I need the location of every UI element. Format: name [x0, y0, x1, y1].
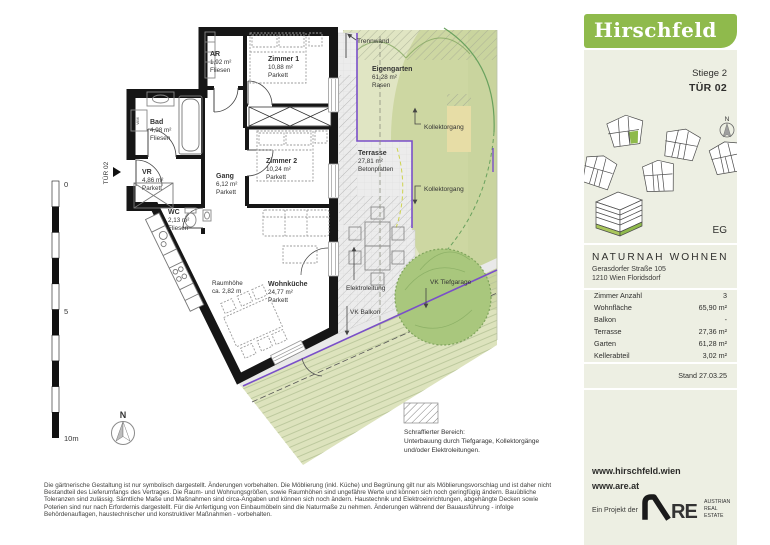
project-name: NATURNAH WOHNEN [592, 252, 729, 263]
room-terrasse-area: 27,81 m² [358, 158, 383, 165]
room-eigengarten-name: Eigengarten [372, 66, 413, 73]
site-plan-icon [584, 105, 737, 237]
room-terrasse-floor: Betonplatten [358, 166, 394, 173]
stand-panel [584, 364, 737, 388]
facts-table [584, 290, 737, 362]
legal-disclaimer: Die gärtnerische Gestaltung ist nur symbolisch dargestellt. Änderungen vorbehalten. Die Möblierung (inkl. Küche) und Begrünung gilt nur als Möblierungsvorschlag und ist daher nicht Bestandteil des Lieferumfangs des Vertrages. Die Raum- und Wohnungsgrößen, sowie Raumhöhen sind ungefähre Werte und können sich noch geringfügig ändern. Bauübliche Toleranzen sind zulässig. Sämtliche Maße und Maßnahmen sind circa-Angaben und können sich noch ändern. Haustechnik und Elektroeinrichtungen, abgehängte Decken sowie Poterien sind nur nach Erfordernis dargestellt. Für die Anfertigung von Einbaumöbeln sind die Naturmaße zu nehmen. Änderungen während der Bauausführung - infolge Behördenauflagen, haustechnischer und konstruktiver Maßnahmen - vorbehalten. [44, 482, 552, 518]
room-zimmer2-name: Zimmer 2 [266, 158, 298, 165]
room-wohnkueche-name: Wohnküche [268, 281, 308, 288]
compass-n-label: N [119, 410, 127, 420]
elektroleitung-label: Elektroleitung [346, 285, 386, 292]
table-row [584, 290, 737, 302]
room-terrasse-name: Terrasse [358, 150, 387, 157]
are-logo [640, 492, 735, 522]
hatch-legend [404, 403, 540, 454]
fact-label: Zimmer Anzahl [594, 291, 642, 300]
room-wc-area: 2,13 m² [168, 217, 190, 224]
legend-line3: und/oder Elektroleitungen. [404, 447, 480, 454]
fact-value: - [724, 315, 727, 324]
room-wohnkueche-floor: Parkett [268, 297, 288, 304]
building-icon-1 [606, 113, 646, 148]
kollektorgang2-label: Kollektorgang [424, 186, 464, 193]
room-eigengarten-floor: Rasen [372, 82, 391, 89]
room-zimmer1-area: 10,88 m² [268, 64, 293, 71]
room-zimmer1-floor: Parkett [268, 72, 288, 79]
fact-value: 27,36 m² [698, 327, 727, 336]
room-gang-name: Gang [216, 173, 234, 180]
room-wc-floor: Fliesen [168, 225, 189, 232]
room-wohnkueche-area: 24,77 m² [268, 289, 293, 296]
fact-value: 3,02 m² [702, 351, 727, 360]
mini-compass-n: N [724, 116, 730, 123]
room-vr-area: 4,86 m² [142, 177, 164, 184]
room-bad-name: Bad [150, 119, 164, 126]
building-icon-4 [584, 152, 618, 191]
stiege-label: Stiege 2 [692, 68, 727, 79]
building-icon-2 [663, 126, 702, 161]
fact-label: Garten [594, 339, 616, 348]
table-row [584, 350, 737, 362]
north-compass-icon [112, 410, 135, 445]
raumhoehe-line1: Raumhöhe [212, 280, 243, 287]
project-address-street: Gerasdorfer Straße 105 [592, 266, 666, 273]
stand-date: Stand 27.03.25 [678, 371, 727, 380]
project-by-label: Ein Projekt der [592, 507, 638, 514]
kollektorgang1-label: Kollektorgang [424, 124, 464, 131]
are-suffix-1: AUSTRIAN [704, 499, 731, 505]
vk-balkon-label: VK Balkon [350, 309, 381, 316]
link-are[interactable]: www.are.at [592, 481, 640, 491]
room-bad-area: 4,98 m² [150, 127, 172, 134]
scale-0: 0 [64, 180, 69, 189]
room-bad-floor: Fliesen [150, 135, 171, 142]
scale-10m: 10m [64, 434, 79, 443]
room-vr-name: VR [142, 169, 152, 176]
apartment-walls [131, 32, 334, 379]
table-row [584, 326, 737, 338]
entrance-marker [102, 161, 121, 184]
are-logo-a-mark [645, 497, 667, 517]
unit-panel [584, 50, 737, 243]
link-hirschfeld[interactable]: www.hirschfeld.wien [592, 466, 681, 476]
room-ar-floor: Fliesen [210, 67, 231, 74]
room-vr-floor: Parkett [142, 185, 162, 192]
vk-tiefgarage-label: VK Tiefgarage [430, 279, 472, 286]
room-wc-name: WC [168, 209, 180, 216]
tree [395, 249, 491, 345]
raumhoehe-line2: ca. 2,82 m [212, 288, 242, 295]
wardrobe-band [249, 107, 331, 126]
table-row [584, 314, 737, 326]
fact-value: 65,90 m² [698, 303, 727, 312]
are-suffix-2: REAL [704, 506, 718, 512]
fact-label: Wohnfläche [594, 303, 632, 312]
table-row [584, 338, 737, 350]
wm-label: WM [135, 117, 140, 125]
table-row [584, 302, 737, 314]
fact-value: 3 [723, 291, 727, 300]
building-3d-icon [596, 192, 642, 236]
legend-line1: Schraffierter Bereich: [404, 429, 465, 436]
fact-label: Balkon [594, 315, 616, 324]
room-gang-floor: Parkett [216, 189, 236, 196]
fact-label: Terrasse [594, 327, 622, 336]
building-icon-3 [708, 138, 737, 177]
are-suffix-3: ESTATE [704, 513, 724, 519]
fact-value: 61,28 m² [698, 339, 727, 348]
trennwand-label: Trennwand [357, 38, 390, 45]
legend-line2: Unterbauung durch Tiefgarage, Kollektorgänge [404, 438, 540, 445]
project-panel [584, 245, 737, 288]
room-eigengarten-area: 61,28 m² [372, 74, 397, 81]
building-icon-5 [642, 159, 676, 194]
tuer-label: TÜR 02 [689, 82, 727, 94]
room-ar-area: 1,92 m² [210, 59, 232, 66]
room-zimmer2-floor: Parkett [266, 174, 286, 181]
are-logo-re: RE [671, 501, 697, 522]
mini-compass-icon [720, 116, 734, 137]
room-zimmer2-area: 10,24 m² [266, 166, 291, 173]
entrance-label: TÜR 02 [103, 161, 110, 185]
floor-level-label: EG [712, 225, 727, 236]
room-ar-name: AR [210, 51, 221, 58]
fact-label: Kellerabteil [594, 351, 630, 360]
brand-logo: Hirschfeld [594, 18, 717, 42]
project-address-city: 1210 Wien Floridsdorf [592, 275, 661, 282]
brand-header [584, 14, 737, 48]
scale-bar [52, 180, 79, 443]
links-panel [584, 390, 737, 545]
scale-5: 5 [64, 307, 69, 316]
room-zimmer1-name: Zimmer 1 [268, 56, 300, 63]
room-gang-area: 6,12 m² [216, 181, 238, 188]
